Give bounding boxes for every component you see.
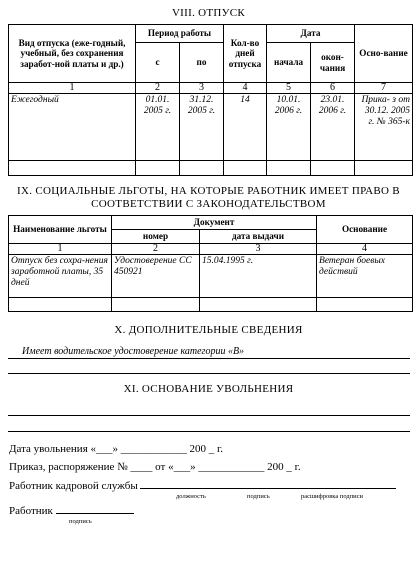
header-benefit-name: Наименование льготы [9, 216, 112, 244]
header-work-period: Период работы [136, 25, 224, 43]
hr-worker-label: Работник кадровой службы [9, 480, 138, 492]
header-date: Дата [267, 25, 355, 43]
caption-signature: подпись [247, 493, 270, 500]
col-number: 1 [9, 83, 136, 94]
order-line: Приказ, распоряжение № ____ от «___» ____________ 200 _ г. [9, 461, 301, 473]
col-number: 5 [267, 83, 311, 94]
document-number-cell: Удостоверение СС 450921 [112, 255, 200, 298]
header-end: окон-чания [311, 43, 355, 83]
col-number: 3 [200, 244, 317, 255]
header-number: номер [112, 230, 200, 244]
section-9-title: IX. СОЦИАЛЬНЫЕ ЛЬГОТЫ, НА КОТОРЫЕ РАБОТНИК ИМЕЕТ ПРАВО В СООТВЕТСТВИИ С ЗАКОНОДАТЕЛЬСТВОМ [17, 185, 400, 210]
vacation-type-cell: Ежегодный [9, 94, 136, 161]
blank-line [8, 362, 410, 374]
days-cell: 14 [224, 94, 267, 161]
table-row [9, 94, 413, 161]
header-from: с [136, 43, 180, 83]
col-number: 4 [224, 83, 267, 94]
column-number-row [9, 244, 413, 255]
caption-employee-signature: подпись [69, 518, 92, 525]
header-start: начала [267, 43, 311, 83]
issue-date-cell: 15.04.1995 г. [200, 255, 317, 298]
social-benefits-table [8, 215, 413, 312]
blank-line [8, 404, 410, 416]
basis-cell: Прика- з от 30.12. 2005 г. № 365-к [355, 94, 413, 161]
col-number: 7 [355, 83, 413, 94]
empty-row [9, 161, 413, 176]
period-from-cell: 01.01. 2005 г. [136, 94, 180, 161]
hr-captions [6, 493, 411, 502]
additional-info-line: Имеет водительское удостоверение категории «В» [8, 346, 410, 359]
end-date-cell: 23.01. 2006 г. [311, 94, 355, 161]
hr-worker-line [9, 478, 411, 493]
col-number: 3 [180, 83, 224, 94]
col-number: 6 [311, 83, 355, 94]
hr-signature-field[interactable] [140, 478, 396, 489]
col-number: 2 [112, 244, 200, 255]
period-to-cell: 31.12. 2005 г. [180, 94, 224, 161]
header-issue-date: дата выдачи [200, 230, 317, 244]
section-11-title: XI. ОСНОВАНИЕ УВОЛЬНЕНИЯ [123, 383, 294, 395]
employee-captions [6, 518, 411, 526]
header-basis: Основание [317, 216, 413, 244]
col-number: 1 [9, 244, 112, 255]
caption-decoding: расшифровка подписи [301, 493, 364, 500]
header-basis: Осно-вание [355, 25, 413, 83]
blank-line [8, 420, 410, 432]
column-number-row [9, 83, 413, 94]
personal-card-page [0, 7, 417, 581]
table-row [9, 255, 413, 298]
header-vacation-type: Вид отпуска (еже-годный, учебный, без сохранения заработ-ной платы и др.) [9, 25, 136, 83]
caption-position: должность [176, 493, 206, 500]
empty-row [9, 298, 413, 312]
section-8-title: VIII. ОТПУСК [171, 7, 246, 19]
employee-line [9, 503, 411, 518]
vacation-table [8, 24, 413, 176]
employee-label: Работник [9, 505, 53, 517]
header-to: по [180, 43, 224, 83]
employee-signature-field[interactable] [56, 503, 134, 514]
start-date-cell: 10.01. 2006 г. [267, 94, 311, 161]
dismissal-date-line: Дата увольнения «___» ____________ 200 _ г. [9, 443, 224, 455]
basis-cell: Ветеран боевых действий [317, 255, 413, 298]
section-10-title: X. ДОПОЛНИТЕЛЬНЫЕ СВЕДЕНИЯ [114, 324, 303, 336]
header-days: Кол-во дней отпуска [224, 25, 267, 83]
benefit-name-cell: Отпуск без сохра-нения заработной платы, 35 дней [9, 255, 112, 298]
col-number: 2 [136, 83, 180, 94]
col-number: 4 [317, 244, 413, 255]
header-document: Документ [112, 216, 317, 230]
